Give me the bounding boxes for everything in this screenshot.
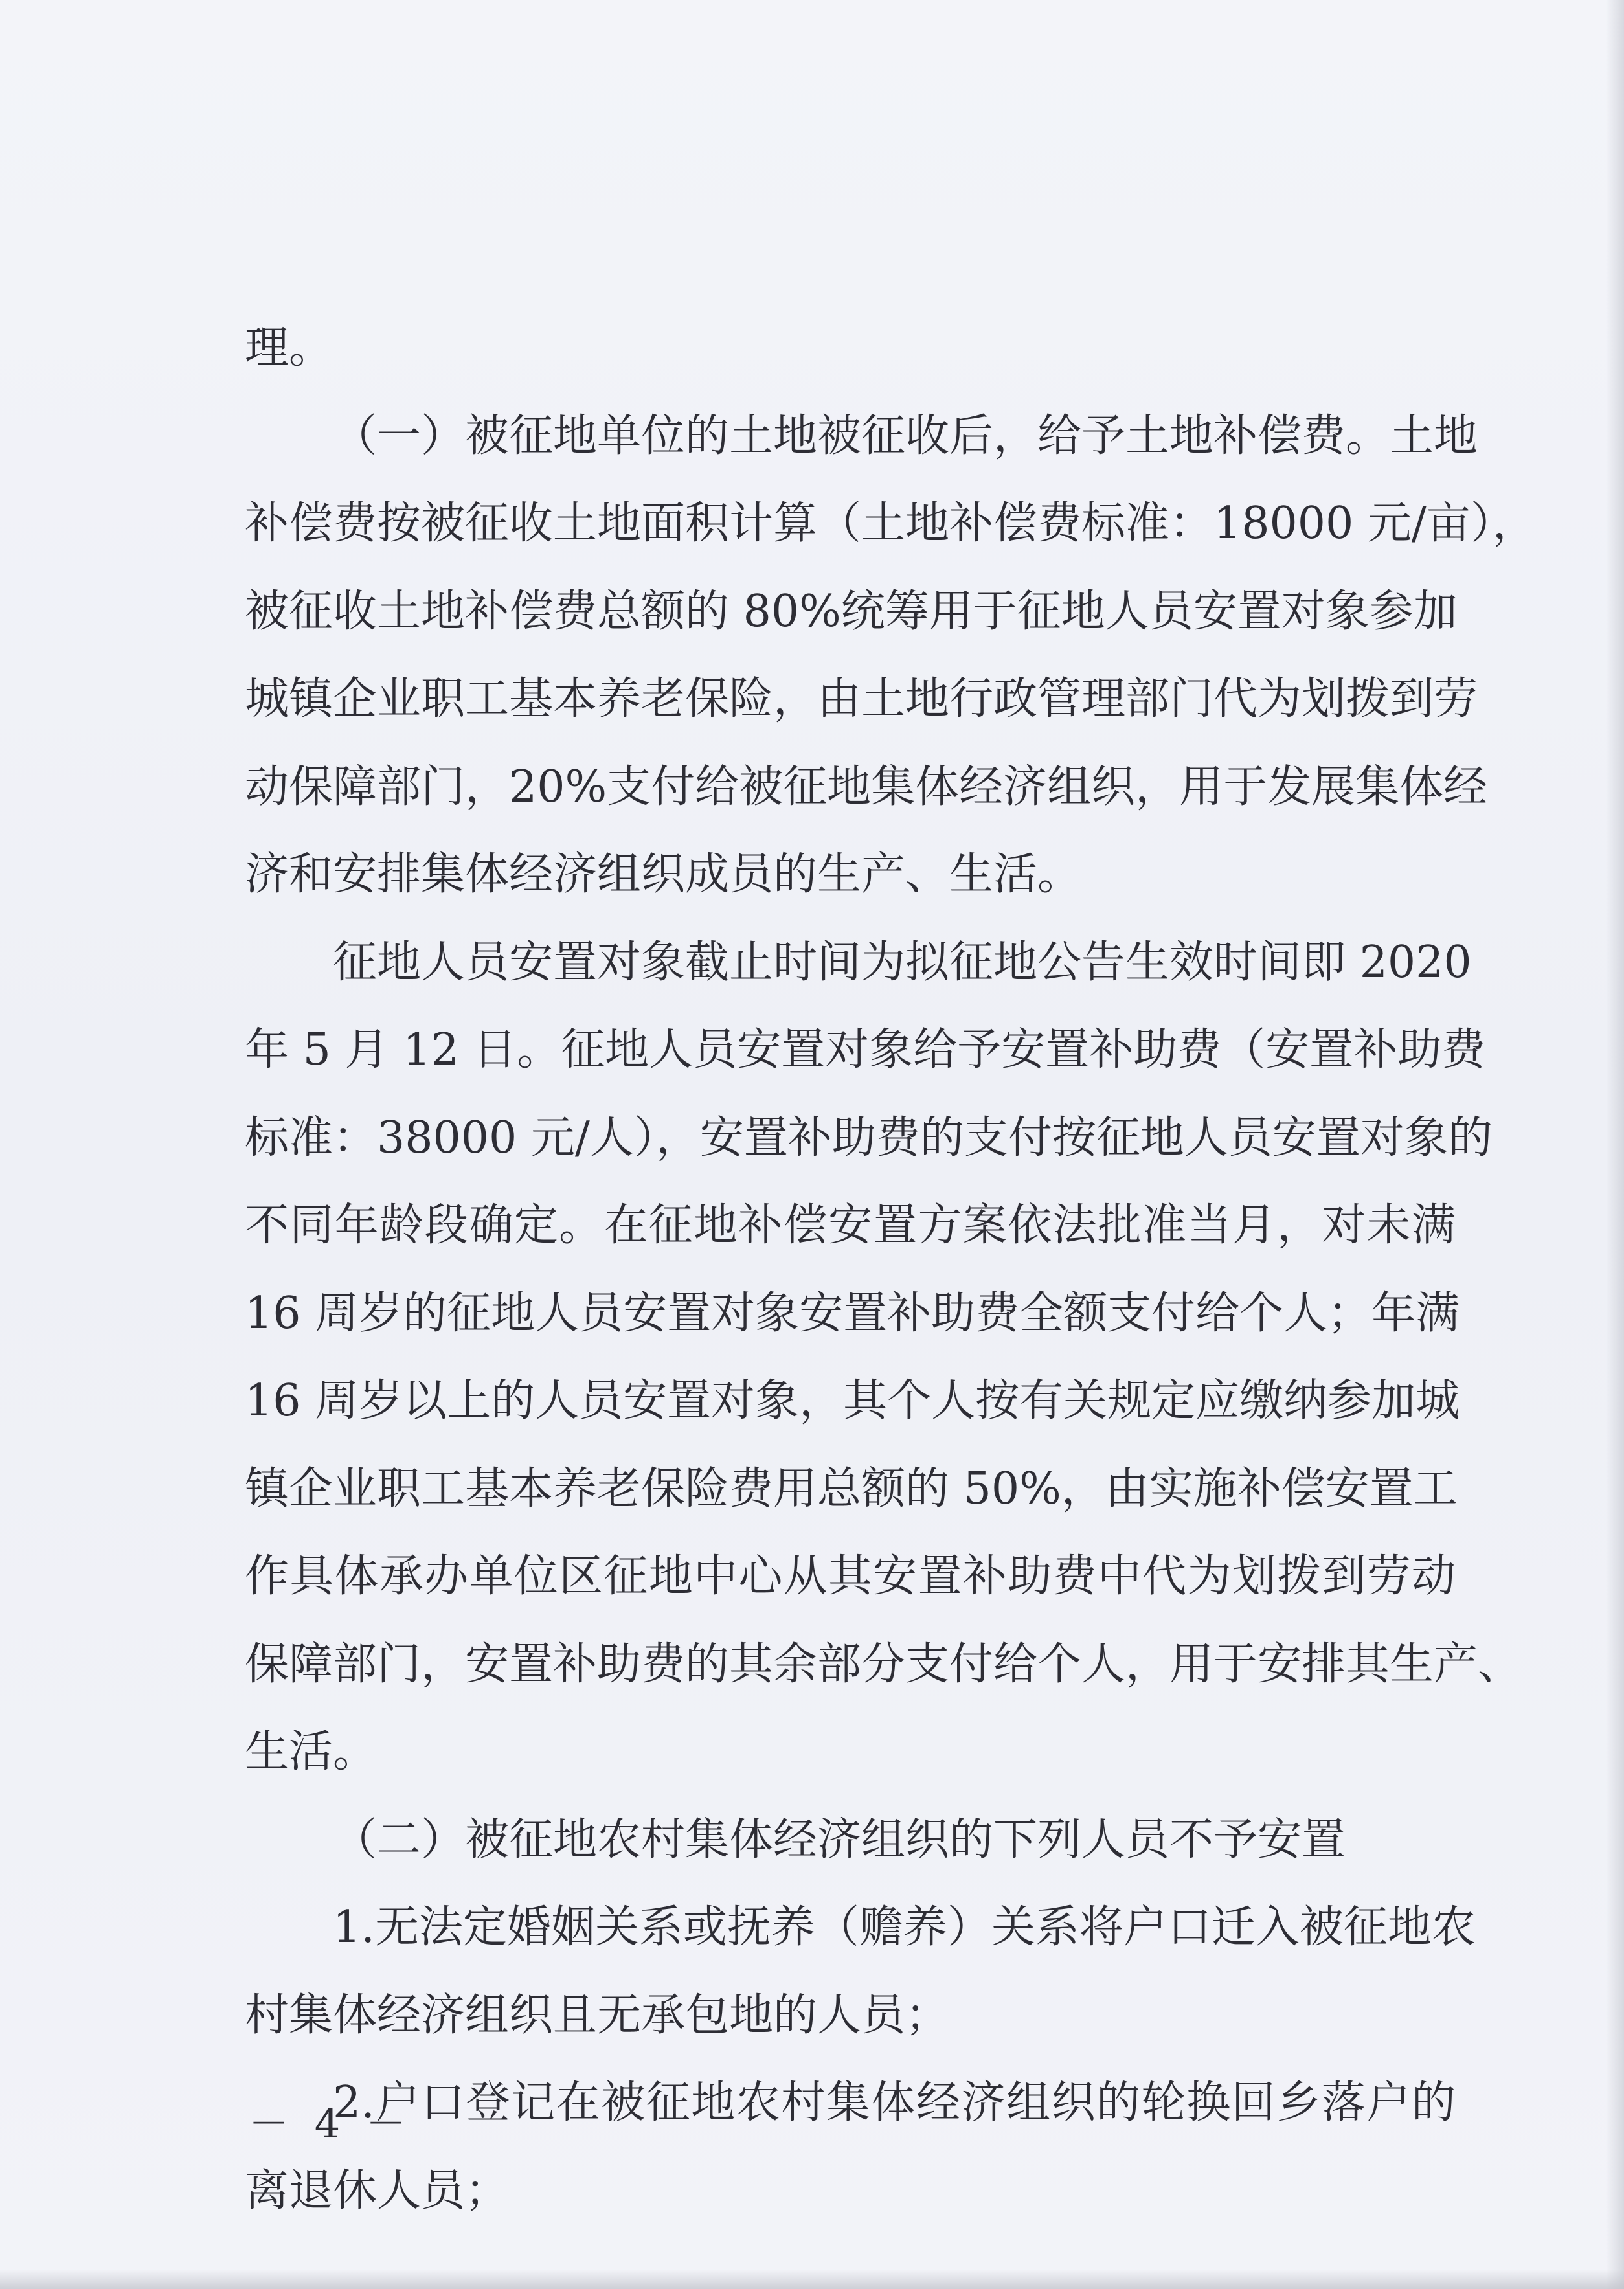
text-line: 动保障部门，20%支付给被征地集体经济组织，用于发展集体经 <box>245 761 1488 813</box>
text-line: 年 5 月 12 日。征地人员安置对象给予安置补助费（安置补助费 <box>245 1024 1486 1076</box>
page-number: － 4 － <box>249 2100 412 2147</box>
section-heading: （二）被征地农村集体经济组织的下列人员不予安置 <box>333 1814 1346 1866</box>
text-line: 离退休人员； <box>245 2165 510 2216</box>
paragraph-first-line: 征地人员安置对象截止时间为拟征地公告生效时间即 2020 <box>333 936 1472 988</box>
text-line: 不同年龄段确定。在征地补偿安置方案依法批准当月，对未满 <box>245 1200 1456 1251</box>
text-line: 镇企业职工基本养老保险费用总额的 50%，由实施补偿安置工 <box>245 1463 1458 1515</box>
text-line: 城镇企业职工基本养老保险，由土地行政管理部门代为划拨到劳 <box>245 673 1478 725</box>
text-line: 保障部门，安置补助费的其余部分支付给个人，用于安排其生产、 <box>245 1638 1522 1690</box>
text-line: 村集体经济组织且无承包地的人员； <box>245 1989 950 2041</box>
text-line: 补偿费按被征收土地面积计算（土地补偿费标准：18000 元/亩）， <box>245 498 1537 549</box>
text-line: 济和安排集体经济组织成员的生产、生活。 <box>245 849 1082 900</box>
paragraph-first-line: （一）被征地单位的土地被征收后，给予土地补偿费。土地 <box>333 410 1478 462</box>
text-line: 被征收土地补偿费总额的 80%统筹用于征地人员安置对象参加 <box>245 585 1458 637</box>
text-line: 生活。 <box>245 1726 378 1777</box>
body-text <box>245 304 1537 2235</box>
text-line: 理。 <box>245 322 333 374</box>
scan-edge <box>0 2270 1624 2289</box>
scan-edge <box>1606 0 1624 2289</box>
text-line: 标准：38000 元/人），安置补助费的支付按征地人员安置对象的 <box>245 1112 1493 1164</box>
list-item: 2.户口登记在被征地农村集体经济组织的轮换回乡落户的 <box>333 2077 1456 2128</box>
text-line: 作具体承办单位区征地中心从其安置补助费中代为划拨到劳动 <box>245 1551 1456 1602</box>
text-line: 16 周岁以上的人员安置对象，其个人按有关规定应缴纳参加城 <box>245 1375 1460 1426</box>
text-line: 16 周岁的征地人员安置对象安置补助费全额支付给个人；年满 <box>245 1287 1460 1339</box>
list-item: 1.无法定婚姻关系或抚养（赡养）关系将户口迁入被征地农 <box>333 1902 1476 1953</box>
